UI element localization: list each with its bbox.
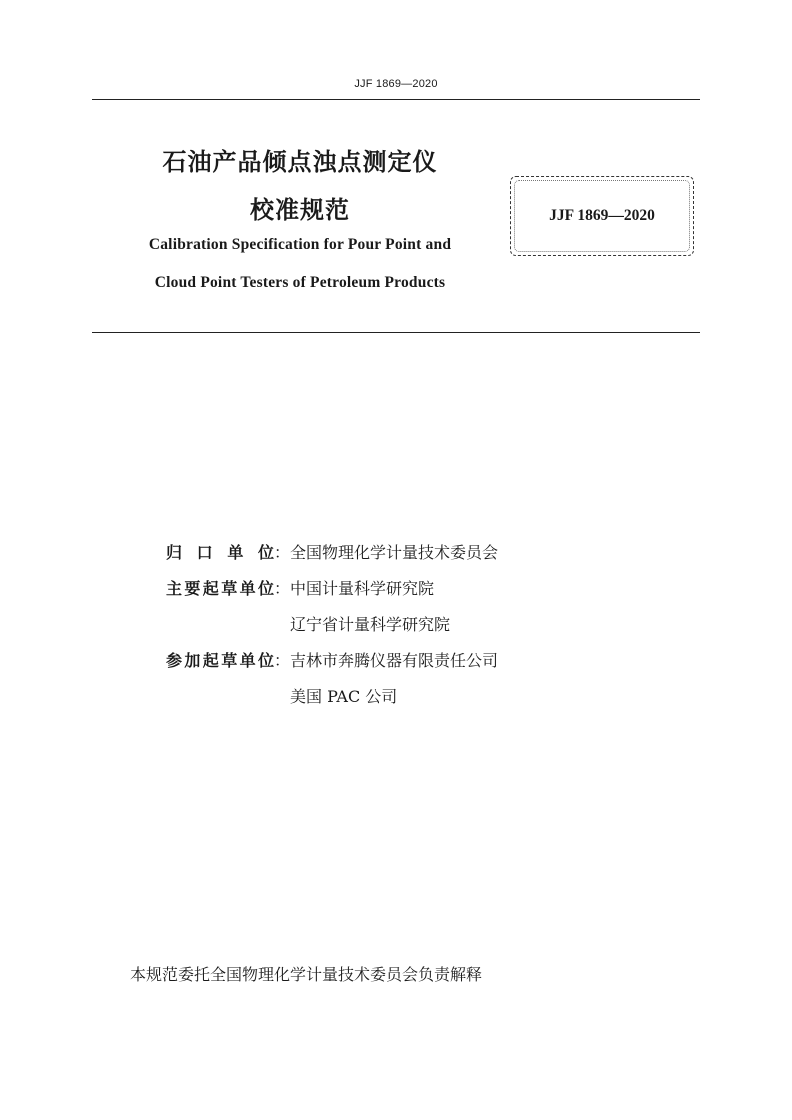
participating-value-2: 美国 PAC 公司 [290, 687, 398, 706]
footer-note: 本规范委托全国物理化学计量技术委员会负责解释 [130, 965, 483, 984]
main-drafting-colon: ： [274, 579, 291, 598]
title-cn-line2: 校准规范 [250, 196, 350, 224]
participating-row-2 [166, 685, 498, 721]
organization-block [166, 541, 498, 721]
participating-value-1: 吉林市奔腾仪器有限责任公司 [290, 651, 499, 670]
participating-colon: ： [274, 651, 291, 670]
title-cn-line1: 石油产品倾点浊点测定仪 [162, 148, 438, 176]
governing-label: 归口单位 [166, 543, 274, 562]
main-drafting-value-2: 辽宁省计量科学研究院 [290, 615, 451, 634]
main-drafting-row-2 [166, 613, 498, 649]
main-drafting-row [166, 577, 498, 613]
participating-label: 参加起草单位 [166, 651, 274, 670]
top-rule [92, 99, 700, 100]
title-en-line1: Calibration Specification for Pour Point and [148, 236, 452, 253]
bottom-rule [92, 332, 700, 333]
governing-value: 全国物理化学计量技术委员会 [290, 543, 499, 562]
code-box [510, 176, 694, 256]
participating-row [166, 649, 498, 685]
code-box-text: JJF 1869—2020 [549, 207, 655, 224]
title-en-line2: Cloud Point Testers of Petroleum Products [154, 274, 446, 291]
governing-colon: ： [274, 543, 291, 562]
main-drafting-label: 主要起草单位 [166, 579, 274, 598]
running-header: JJF 1869—2020 [354, 78, 438, 90]
main-drafting-value-1: 中国计量科学研究院 [290, 579, 435, 598]
governing-row [166, 541, 498, 577]
